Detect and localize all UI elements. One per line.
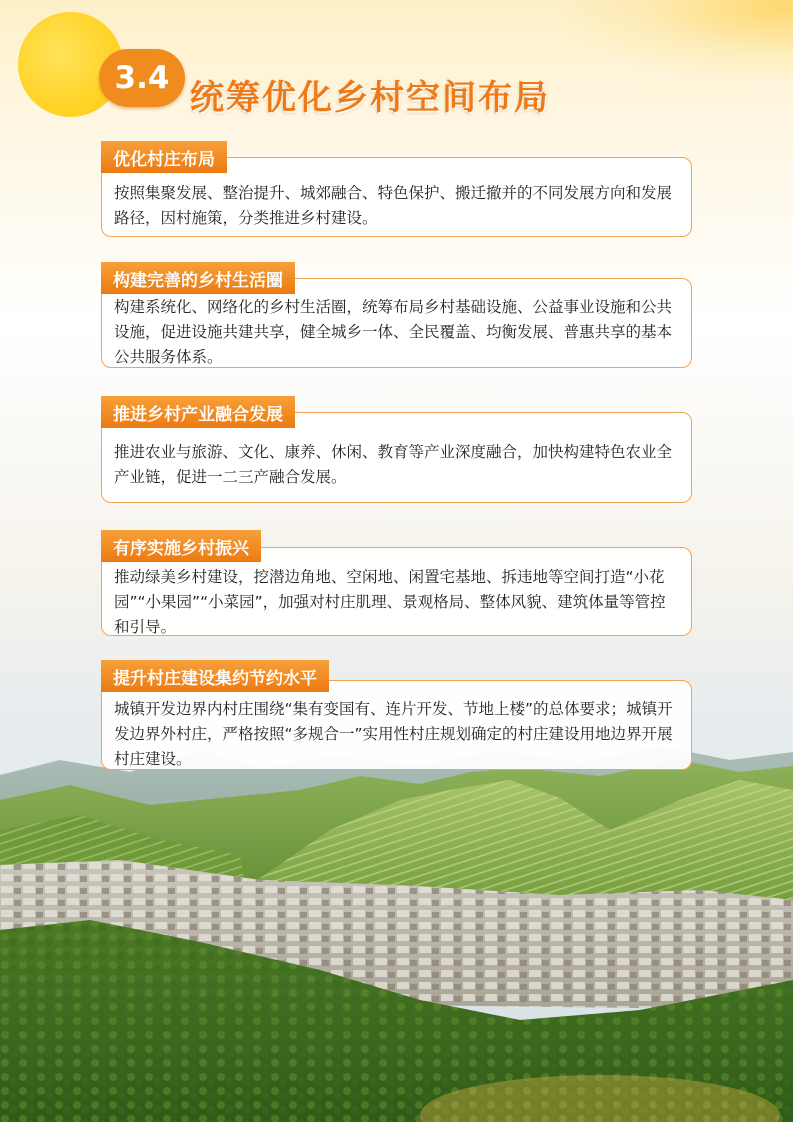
section-number-badge <box>99 49 185 107</box>
section-text: 构建系统化、网络化的乡村生活圈，统筹布局乡村基础设施、公益事业设施和公共设施，促进设施共建共享，健全城乡一体、全民覆盖、均衡发展、普惠共享的基本公共服务体系。 <box>114 298 673 366</box>
section-label-intensive-land: 提升村庄建设集约节约水平 <box>101 660 329 692</box>
section-text: 按照集聚发展、整治提升、城郊融合、特色保护、搬迁撤并的不同发展方向和发展路径，因村施策，分类推进乡村建设。 <box>114 184 673 227</box>
section-label-revitalization: 有序实施乡村振兴 <box>101 530 261 562</box>
section-number: 3.4 <box>114 60 170 96</box>
sunlight-glow <box>560 0 793 80</box>
section-card-intensive-land <box>101 680 692 770</box>
section-label-layout: 优化村庄布局 <box>101 141 227 173</box>
section-text: 推动绿美乡村建设，挖潜边角地、空闲地、闲置宅基地、拆违地等空间打造“小花园”“小果园”“小菜园”，加强对村庄肌理、景观格局、整体风貌、建筑体量等管控和引导。 <box>114 568 666 636</box>
section-text: 城镇开发边界内村庄围绕“集有变国有、连片开发、节地上楼”的总体要求；城镇开发边界外村庄，严格按照“多规合一”实用性村庄规划确定的村庄建设用地边界开展村庄建设。 <box>114 700 673 768</box>
section-label-living-circle: 构建完善的乡村生活圈 <box>101 262 295 294</box>
section-label-industry: 推进乡村产业融合发展 <box>101 396 295 428</box>
page-title: 统筹优化乡村空间布局 <box>190 78 550 118</box>
section-text: 推进农业与旅游、文化、康养、休闲、教育等产业深度融合，加快构建特色农业全产业链，促进一二三产融合发展。 <box>114 443 673 486</box>
